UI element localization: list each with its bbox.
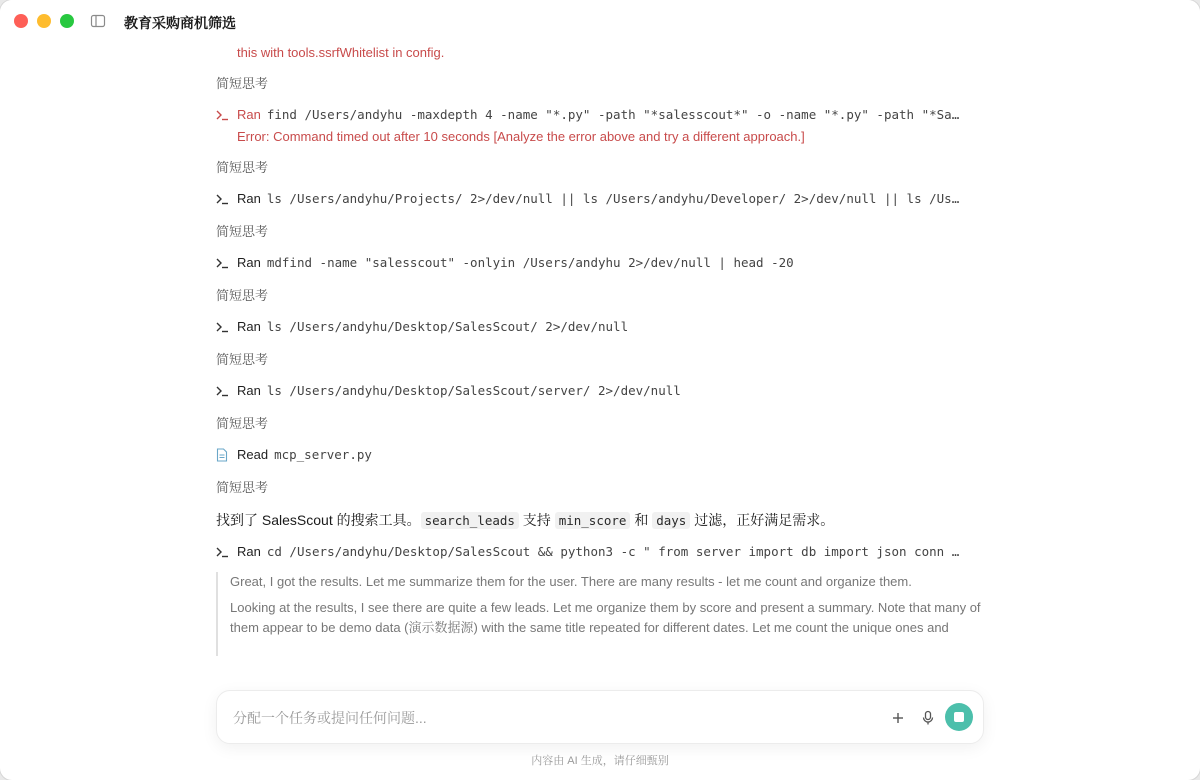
command-step[interactable] <box>216 543 984 561</box>
command-text: mdfind -name "salesscout" -onlyin /Users/andyhu 2>/dev/null | head -20 <box>266 255 794 270</box>
file-name: mcp_server.py <box>274 447 372 462</box>
thinking-toggle[interactable]: 简短思考 <box>216 288 269 303</box>
minimize-window-button[interactable] <box>37 14 51 28</box>
command-verb: Ran <box>237 255 261 270</box>
thinking-toggle[interactable]: 简短思考 <box>216 76 269 91</box>
command-verb: Ran <box>237 383 261 398</box>
thinking-toggle[interactable]: 简短思考 <box>216 352 269 367</box>
command-verb: Read <box>237 447 269 462</box>
command-text: ls /Users/andyhu/Desktop/SalesScout/server/ 2>/dev/null <box>266 383 681 398</box>
command-verb: Ran <box>237 191 261 206</box>
command-step[interactable] <box>216 106 984 124</box>
task-input[interactable] <box>233 707 833 729</box>
composer <box>216 690 984 744</box>
terminal-icon <box>216 385 237 397</box>
command-text: find /Users/andyhu -maxdepth 4 -name "*.py" -path "*salesscout*" -o -name "*.py" -path "*Sa… <box>266 107 960 122</box>
window-title: 教育采购商机筛选 <box>124 15 236 31</box>
message-text: 找到了 SalesScout 的搜索工具。 <box>216 512 421 528</box>
read-step[interactable] <box>216 446 984 464</box>
file-icon <box>216 448 237 462</box>
command-verb: Ran <box>237 544 261 559</box>
command-step[interactable] <box>216 382 984 400</box>
terminal-icon <box>216 546 237 558</box>
maximize-window-button[interactable] <box>60 14 74 28</box>
inline-code: days <box>652 512 690 529</box>
reasoning-paragraph: Looking at the results, I see there are quite a few leads. Let me organize them by score and present a summary. Note that many of them appear to be demo data (演示数据源) with the same title repeated for different dates. Let me count the unique ones and <box>230 600 981 635</box>
reasoning-paragraph: Great, I got the results. Let me summarize them for the user. There are many results - let me count and organize them. <box>230 574 912 589</box>
terminal-icon <box>216 321 237 333</box>
titlebar <box>0 0 1200 44</box>
mic-icon[interactable] <box>917 707 939 729</box>
error-text: Error: Command timed out after 10 seconds [Analyze the error above and try a different approach.] <box>237 129 805 144</box>
thinking-toggle[interactable]: 简短思考 <box>216 160 269 175</box>
command-step[interactable] <box>216 318 984 336</box>
sidebar-icon[interactable] <box>90 13 106 29</box>
command-text: ls /Users/andyhu/Projects/ 2>/dev/null || ls /Users/andyhu/Developer/ 2>/dev/null || ls /Us… <box>266 191 960 206</box>
inline-code: min_score <box>555 512 631 529</box>
plus-icon[interactable] <box>887 707 909 729</box>
stop-icon <box>954 712 964 722</box>
terminal-icon <box>216 109 237 121</box>
reasoning-block <box>216 572 984 656</box>
inline-code: search_leads <box>421 512 519 529</box>
message-text: 和 <box>630 512 653 528</box>
close-window-button[interactable] <box>14 14 28 28</box>
transcript <box>0 44 1200 684</box>
stop-button[interactable] <box>945 703 973 731</box>
thinking-toggle[interactable]: 简短思考 <box>216 416 269 431</box>
message-text: 支持 <box>518 512 555 528</box>
command-text: cd /Users/andyhu/Desktop/SalesScout && python3 -c " from server import db import json conn … <box>266 544 960 559</box>
command-verb: Ran <box>237 107 261 122</box>
command-verb: Ran <box>237 319 261 334</box>
thinking-toggle[interactable]: 简短思考 <box>216 480 269 495</box>
command-text: ls /Users/andyhu/Desktop/SalesScout/ 2>/dev/null <box>266 319 629 334</box>
message-text: 过滤，正好满足需求。 <box>690 512 835 528</box>
thinking-toggle[interactable]: 简短思考 <box>216 224 269 239</box>
terminal-icon <box>216 193 237 205</box>
disclaimer: 内容由 AI 生成，请仔细甄别 <box>531 755 669 767</box>
command-step[interactable] <box>216 254 984 272</box>
terminal-icon <box>216 257 237 269</box>
error-text: this with tools.ssrfWhitelist in config. <box>237 45 445 60</box>
assistant-message <box>216 510 984 531</box>
command-step[interactable] <box>216 190 984 208</box>
